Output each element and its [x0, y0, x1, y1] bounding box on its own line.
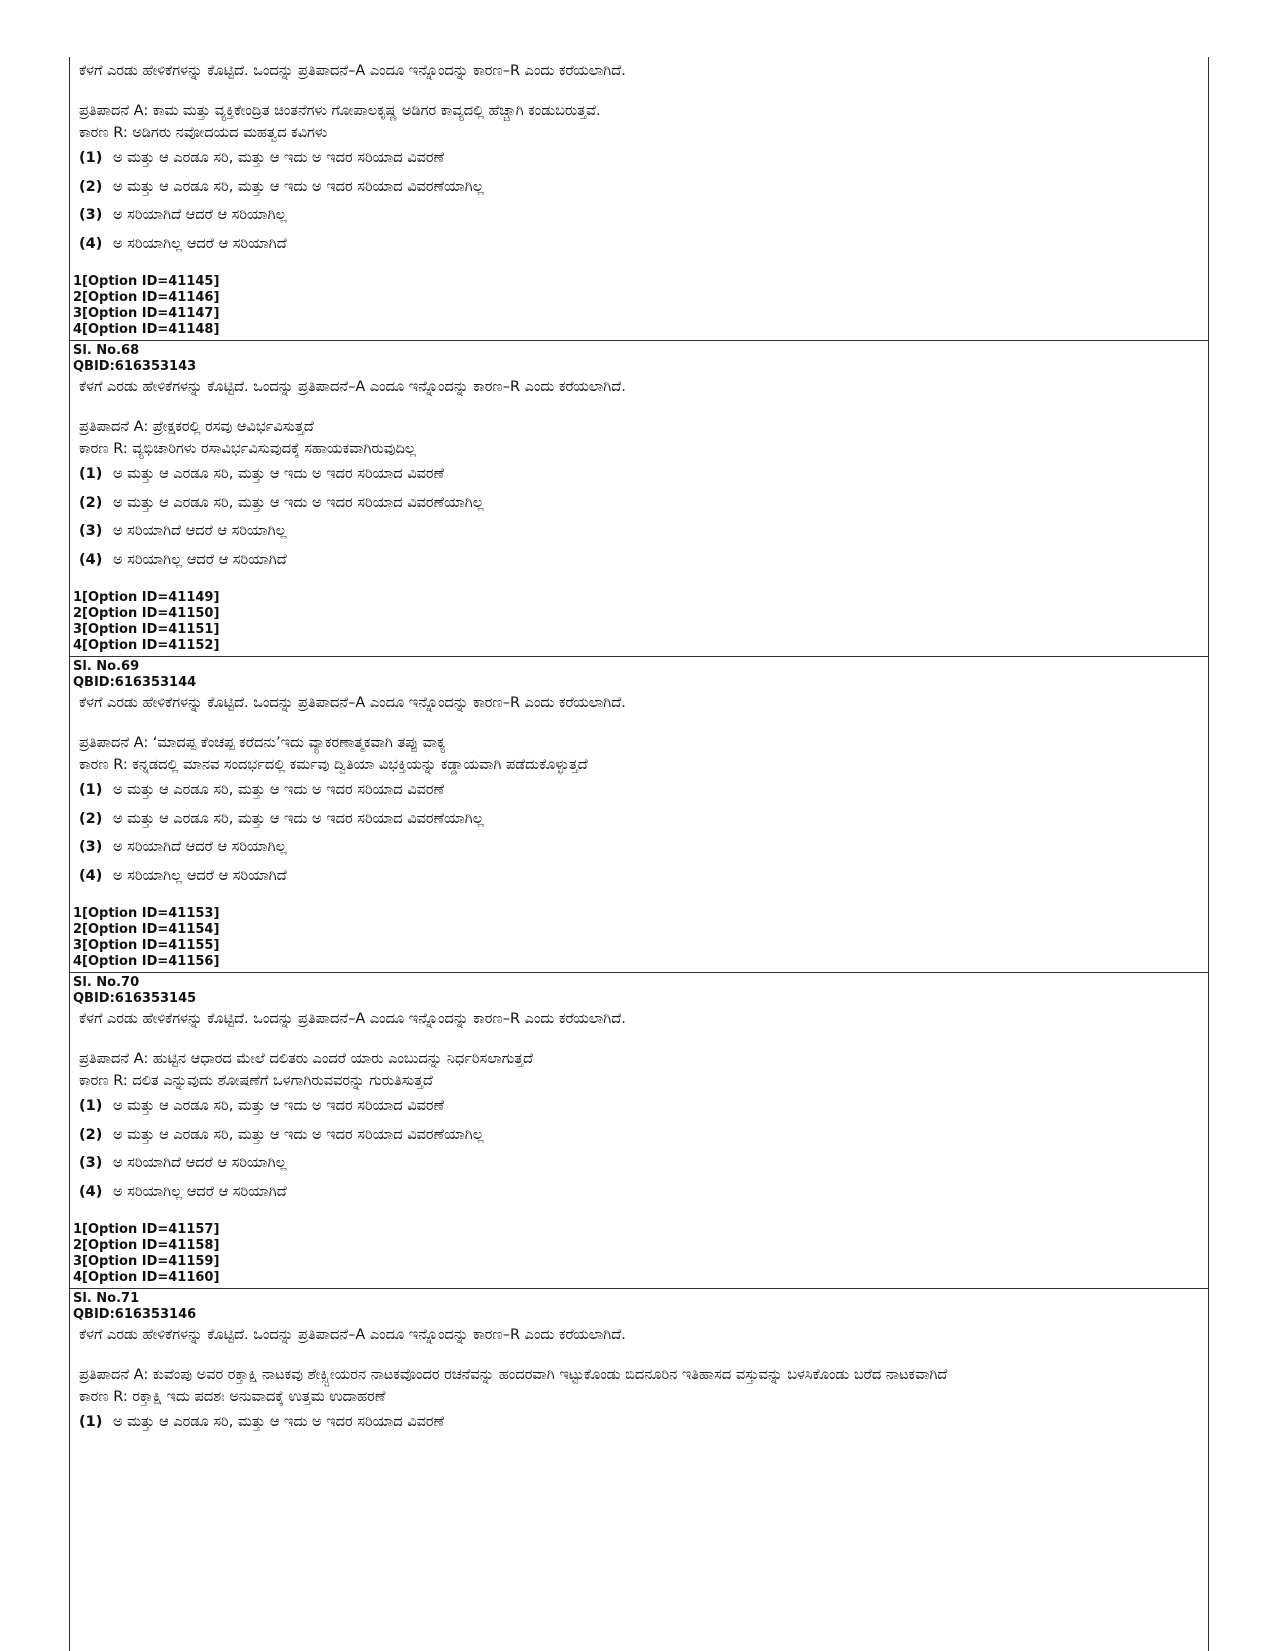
assertion-statement: ಪ್ರತಿಪಾದನೆ A: ‘ಮಾದಪ್ಪ ಕೆಂಚಪ್ಪ ಕರೆದನು’ಇದು ವ್ಯಾಕರಣಾತ್ಮಕವಾಗಿ ತಪ್ಪು ವಾಕ್ಯ: [79, 735, 446, 751]
option-item: [73, 517, 1208, 546]
option-id: 4[Option ID=41152]: [73, 638, 220, 653]
serial-number: Sl. No.71: [73, 1291, 140, 1306]
reason-statement: ಕಾರಣ R: ದಲಿತ ಎನ್ನುವುದು ಶೋಷಣೆಗೆ ಒಳಗಾಗಿರುವವರನ್ನು ಗುರುತಿಸುತ್ತದೆ: [79, 1073, 433, 1089]
option-text: ಅ ಮತ್ತು ಆ ಎರಡೂ ಸರಿ, ಮತ್ತು ಆ ಇದು ಅ ಇದರ ಸರಿಯಾದ ವಿವರಣೆ: [113, 1414, 445, 1430]
option-item: [73, 460, 1208, 489]
question-intro: ಕೆಳಗೆ ಎರಡು ಹೇಳಿಕೆಗಳನ್ನು ಕೊಟ್ಟಿದೆ. ಒಂದನ್ನು ಪ್ರತಿಪಾದನೆ–A ಎಂದೂ ಇನ್ನೊಂದನ್ನು ಕಾರಣ–R ಎಂದು ಕರೆಯಲಾಗಿದೆ.: [79, 1011, 626, 1027]
option-item: [73, 201, 1208, 230]
serial-number: Sl. No.70: [73, 975, 140, 990]
option-item: [73, 1092, 1208, 1121]
option-id-list: [73, 274, 1208, 338]
reason-statement: ಕಾರಣ R: ಅಡಿಗರು ನವೋದಯದ ಮಹತ್ವದ ಕವಿಗಳು: [79, 125, 328, 141]
option-id: 1[Option ID=41145]: [73, 274, 220, 289]
option-id: 1[Option ID=41153]: [73, 906, 220, 921]
option-item: [73, 1408, 1208, 1437]
option-item: [73, 776, 1208, 805]
option-number: (4): [79, 551, 103, 568]
question-block: [70, 1289, 1208, 1439]
option-text: ಅ ಮತ್ತು ಆ ಎರಡೂ ಸರಿ, ಮತ್ತು ಆ ಇದು ಅ ಇದರ ಸರಿಯಾದ ವಿವರಣೆಯಾಗಿಲ್ಲ: [113, 178, 484, 195]
option-id: 4[Option ID=41148]: [73, 322, 220, 337]
assertion-statement: ಪ್ರತಿಪಾದನೆ A: ಕಾಮ ಮತ್ತು ವ್ಯಕ್ತಿಕೇಂದ್ರಿತ ಚಿಂತನೆಗಳು ಗೋಪಾಲಕೃಷ್ಣ ಅಡಿಗರ ಕಾವ್ಯದಲ್ಲಿ ಹೆಚ್ಚಾಗಿ ಕಂಡುಬರುತ್ತವೆ.: [79, 103, 601, 119]
option-id: 1[Option ID=41149]: [73, 590, 220, 605]
option-text: ಅ ಮತ್ತು ಆ ಎರಡೂ ಸರಿ, ಮತ್ತು ಆ ಇದು ಅ ಇದರ ಸರಿಯಾದ ವಿವರಣೆ: [113, 782, 445, 798]
option-id: 2[Option ID=41158]: [73, 1238, 220, 1253]
option-text: ಅ ಮತ್ತು ಆ ಎರಡೂ ಸರಿ, ಮತ್ತು ಆ ಇದು ಅ ಇದರ ಸರಿಯಾದ ವಿವರಣೆ: [113, 150, 445, 166]
option-text: ಅ ಮತ್ತು ಆ ಎರಡೂ ಸರಿ, ಮತ್ತು ಆ ಇದು ಅ ಇದರ ಸರಿಯಾದ ವಿವರಣೆಯಾಗಿಲ್ಲ: [113, 810, 484, 827]
option-id: 4[Option ID=41156]: [73, 954, 220, 969]
question-block: [70, 657, 1208, 973]
option-number: (3): [79, 839, 103, 855]
option-text: ಅ ಮತ್ತು ಆ ಎರಡೂ ಸರಿ, ಮತ್ತು ಆ ಇದು ಅ ಇದರ ಸರಿಯಾದ ವಿವರಣೆ: [113, 466, 445, 482]
option-number: (1): [79, 1098, 103, 1114]
option-number: (2): [79, 494, 103, 511]
option-item: [73, 805, 1208, 834]
option-item: [73, 833, 1208, 862]
options-list: [73, 1092, 1208, 1206]
assertion-statement: ಪ್ರತಿಪಾದನೆ A: ಪ್ರೇಕ್ಷಕರಲ್ಲಿ ರಸವು ಆವಿರ್ಭವಿಸುತ್ತದೆ: [79, 419, 314, 435]
option-id: 3[Option ID=41151]: [73, 622, 220, 637]
assertion-statement: ಪ್ರತಿಪಾದನೆ A: ಹುಟ್ಟಿನ ಆಧಾರದ ಮೇಲೆ ದಲಿತರು ಎಂದರೆ ಯಾರು ಎಂಬುದನ್ನು ನಿರ್ಧರಿಸಲಾಗುತ್ತದೆ: [79, 1051, 534, 1067]
reason-statement: ಕಾರಣ R: ಕನ್ನಡದಲ್ಲಿ ಮಾನವ ಸಂದರ್ಭದಲ್ಲಿ ಕರ್ಮವು ದ್ವಿತಿಯಾ ವಿಭಕ್ತಿಯನ್ನು ಕಡ್ಡಾಯವಾಗಿ ಪಡೆದುಕೊಳ್ಳುತ್ತದೆ: [79, 757, 588, 773]
option-number: (1): [79, 466, 103, 482]
option-item: [73, 489, 1208, 518]
question-intro: ಕೆಳಗೆ ಎರಡು ಹೇಳಿಕೆಗಳನ್ನು ಕೊಟ್ಟಿದೆ. ಒಂದನ್ನು ಪ್ರತಿಪಾದನೆ–A ಎಂದೂ ಇನ್ನೊಂದನ್ನು ಕಾರಣ–R ಎಂದು ಕರೆಯಲಾಗಿದೆ.: [79, 379, 626, 395]
options-list: [73, 144, 1208, 258]
question-block: [70, 341, 1208, 657]
options-list: [73, 460, 1208, 574]
question-bank-id: QBID:616353145: [73, 991, 197, 1006]
option-id-list: [73, 906, 1208, 970]
option-number: (2): [79, 1126, 103, 1143]
reason-statement: ಕಾರಣ R: ವ್ಯಭಿಚಾರಿಗಳು ರಸಾವಿರ್ಭವಿಸುವುದಕ್ಕೆ ಸಹಾಯಕವಾಗಿರುವುದಿಲ್ಲ: [79, 441, 417, 457]
option-number: (1): [79, 1414, 103, 1430]
serial-number: Sl. No.69: [73, 659, 140, 674]
option-number: (3): [79, 207, 103, 223]
option-id: 2[Option ID=41146]: [73, 290, 220, 305]
option-item: [73, 862, 1208, 891]
option-id: 3[Option ID=41155]: [73, 938, 220, 953]
option-text: ಅ ಮತ್ತು ಆ ಎರಡೂ ಸರಿ, ಮತ್ತು ಆ ಇದು ಅ ಇದರ ಸರಿಯಾದ ವಿವರಣೆಯಾಗಿಲ್ಲ: [113, 494, 484, 511]
question-bank-id: QBID:616353144: [73, 675, 197, 690]
question-intro: ಕೆಳಗೆ ಎರಡು ಹೇಳಿಕೆಗಳನ್ನು ಕೊಟ್ಟಿದೆ. ಒಂದನ್ನು ಪ್ರತಿಪಾದನೆ–A ಎಂದೂ ಇನ್ನೊಂದನ್ನು ಕಾರಣ–R ಎಂದು ಕರೆಯಲಾಗಿದೆ.: [79, 63, 626, 79]
option-number: (2): [79, 178, 103, 195]
spacer: [73, 1346, 1208, 1364]
option-number: (4): [79, 235, 103, 252]
question-sheet: [69, 57, 1209, 1651]
option-text: ಅ ಸರಿಯಾಗಿದೆ ಆದರೆ ಆ ಸರಿಯಾಗಿಲ್ಲ: [113, 523, 287, 539]
option-item: [73, 1178, 1208, 1207]
question-bank-id: QBID:616353143: [73, 359, 197, 374]
option-id: 1[Option ID=41157]: [73, 1222, 220, 1237]
option-number: (1): [79, 150, 103, 166]
reason-statement: ಕಾರಣ R: ರಕ್ತಾಕ್ಷಿ ಇದು ಪದಶಃ ಅನುವಾದಕ್ಕೆ ಉತ್ತಮ ಉದಾಹರಣೆ: [79, 1389, 386, 1405]
option-text: ಅ ಸರಿಯಾಗಿಲ್ಲ ಆದರೆ ಆ ಸರಿಯಾಗಿದೆ: [113, 867, 287, 884]
spacer: [73, 398, 1208, 416]
option-text: ಅ ಸರಿಯಾಗಿದೆ ಆದರೆ ಆ ಸರಿಯಾಗಿಲ್ಲ: [113, 207, 287, 223]
option-text: ಅ ಸರಿಯಾಗಿದೆ ಆದರೆ ಆ ಸರಿಯಾಗಿಲ್ಲ: [113, 839, 287, 855]
option-item: [73, 230, 1208, 259]
assertion-statement: ಪ್ರತಿಪಾದನೆ A: ಕುವೆಂಪು ಅವರ ರಕ್ತಾಕ್ಷಿ ನಾಟಕವು ಶೇಕ್ಸ್ಪೀಯರನ ನಾಟಕವೊಂದರ ರಚನೆವನ್ನು ಹಂದರವಾಗಿ ಇಟ್ಟುಕೊಂಡು ಬಿದನೂರಿನ ಇತಿಹಾಸದ ವಸ್ತುವನ್ನು ಬಳಸಿಕೊಂಡು ಬರೆದ ನಾಟಕವಾಗಿದೆ: [79, 1367, 948, 1383]
option-number: (3): [79, 523, 103, 539]
option-item: [73, 173, 1208, 202]
serial-number: Sl. No.68: [73, 343, 140, 358]
question-bank-id: QBID:616353146: [73, 1307, 197, 1322]
option-number: (4): [79, 1183, 103, 1200]
option-number: (3): [79, 1155, 103, 1171]
options-list: [73, 1408, 1208, 1437]
option-id-list: [73, 590, 1208, 654]
option-item: [73, 1121, 1208, 1150]
option-number: (4): [79, 867, 103, 884]
question-block: [70, 973, 1208, 1289]
option-item: [73, 546, 1208, 575]
option-id: 3[Option ID=41159]: [73, 1254, 220, 1269]
option-id: 3[Option ID=41147]: [73, 306, 220, 321]
option-item: [73, 144, 1208, 173]
option-text: ಅ ಮತ್ತು ಆ ಎರಡೂ ಸರಿ, ಮತ್ತು ಆ ಇದು ಅ ಇದರ ಸರಿಯಾದ ವಿವರಣೆ: [113, 1098, 445, 1114]
spacer: [73, 1030, 1208, 1048]
spacer: [73, 82, 1208, 100]
question-block: [70, 57, 1208, 341]
option-text: ಅ ಸರಿಯಾಗಿಲ್ಲ ಆದರೆ ಆ ಸರಿಯಾಗಿದೆ: [113, 1183, 287, 1200]
option-text: ಅ ಸರಿಯಾಗಿಲ್ಲ ಆದರೆ ಆ ಸರಿಯಾಗಿದೆ: [113, 235, 287, 252]
option-id: 2[Option ID=41154]: [73, 922, 220, 937]
options-list: [73, 776, 1208, 890]
option-id-list: [73, 1222, 1208, 1286]
option-number: (1): [79, 782, 103, 798]
question-intro: ಕೆಳಗೆ ಎರಡು ಹೇಳಿಕೆಗಳನ್ನು ಕೊಟ್ಟಿದೆ. ಒಂದನ್ನು ಪ್ರತಿಪಾದನೆ–A ಎಂದೂ ಇನ್ನೊಂದನ್ನು ಕಾರಣ–R ಎಂದು ಕರೆಯಲಾಗಿದೆ.: [79, 695, 626, 711]
option-text: ಅ ಸರಿಯಾಗಿದೆ ಆದರೆ ಆ ಸರಿಯಾಗಿಲ್ಲ: [113, 1155, 287, 1171]
option-id: 2[Option ID=41150]: [73, 606, 220, 621]
option-text: ಅ ಮತ್ತು ಆ ಎರಡೂ ಸರಿ, ಮತ್ತು ಆ ಇದು ಅ ಇದರ ಸರಿಯಾದ ವಿವರಣೆಯಾಗಿಲ್ಲ: [113, 1126, 484, 1143]
option-item: [73, 1149, 1208, 1178]
question-intro: ಕೆಳಗೆ ಎರಡು ಹೇಳಿಕೆಗಳನ್ನು ಕೊಟ್ಟಿದೆ. ಒಂದನ್ನು ಪ್ರತಿಪಾದನೆ–A ಎಂದೂ ಇನ್ನೊಂದನ್ನು ಕಾರಣ–R ಎಂದು ಕರೆಯಲಾಗಿದೆ.: [79, 1327, 626, 1343]
option-text: ಅ ಸರಿಯಾಗಿಲ್ಲ ಆದರೆ ಆ ಸರಿಯಾಗಿದೆ: [113, 551, 287, 568]
option-id: 4[Option ID=41160]: [73, 1270, 220, 1285]
spacer: [73, 714, 1208, 732]
option-number: (2): [79, 810, 103, 827]
